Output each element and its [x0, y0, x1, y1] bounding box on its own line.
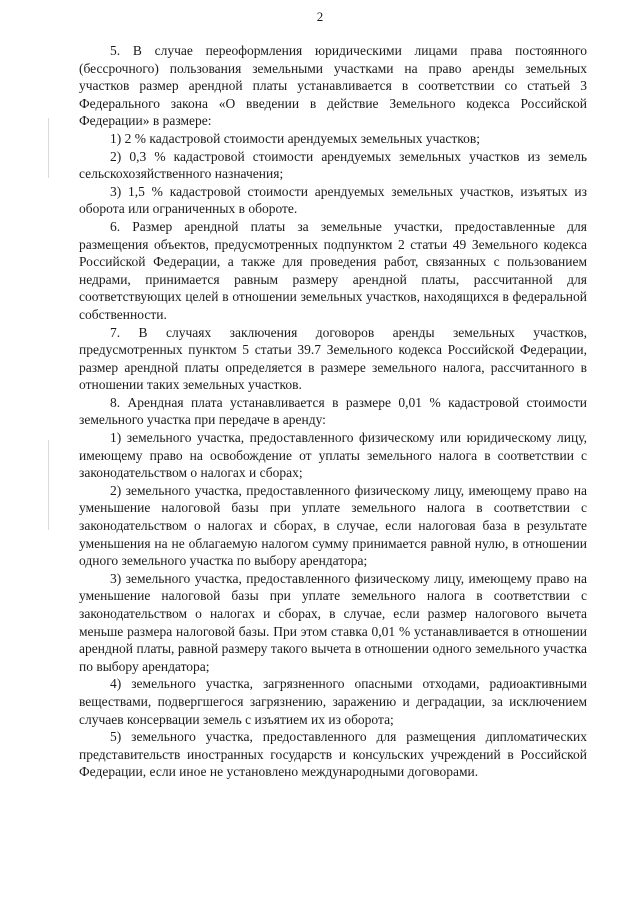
scan-artifact-line: [48, 118, 49, 178]
paragraph-5-item-2: 2) 0,3 % кадастровой стоимости арендуемых земельных участков из земель сельскохозяйственного назначения;: [79, 148, 587, 182]
paragraph-6: 6. Размер арендной платы за земельные участки, предоставленные для размещения объектов, предусмотренных подпунктом 2 статьи 49 Земельного кодекса Российской Федерации, а также для проведения работ, связанных с пользованием недрами, принимается равным размеру арендной платы, рассчитанной для соответствующих целей в отношении земельных участков, находящихся в федеральной собственности.: [79, 218, 587, 322]
paragraph-8-item-4: 4) земельного участка, загрязненного опасными отходами, радиоактивными веществами, подвергшегося загрязнению, заражению и деградации, за исключением случаев консервации земель с изъятием их из оборота;: [79, 676, 587, 727]
paragraph-5-item-3: 3) 1,5 % кадастровой стоимости арендуемых земельных участков, изъятых из оборота или ограниченных в обороте.: [79, 183, 587, 217]
paragraph-5: 5. В случае переоформления юридическими лицами права постоянного (бессрочного) пользования земельными участками на право аренды земельных участков размер арендной платы устанавливается в соответствии со статьей 3 Федерального закона «О введении в действие Земельного кодекса Российской Федерации» в размере:: [79, 43, 587, 129]
paragraph-8-item-5: 5) земельного участка, предоставленного для размещения дипломатических представительств иностранных государств и консульских учреждений в Российской Федерации, если иное не установлено международными договорами.: [79, 729, 587, 780]
paragraph-8-item-1: 1) земельного участка, предоставленного физическому или юридическому лицу, имеющему право на освобождение от уплаты земельного налога в соответствии с законодательством о налогах и сборах;: [79, 430, 587, 481]
paragraph-5-item-1: 1) 2 % кадастровой стоимости арендуемых земельных участков;: [110, 130, 481, 146]
paragraph-8: 8. Арендная плата устанавливается в размере 0,01 % кадастровой стоимости земельного участка при передаче в аренду:: [79, 394, 587, 428]
paragraph-8-item-3: 3) земельного участка, предоставленного физическому лицу, имеющему право на уменьшение налоговой базы при уплате земельного налога в соответствии с законодательством о налогах и сборах, в случае, если размер налогового вычета меньше размера налоговой базы. При этом ставка 0,01 % устанавливается в отношении арендной платы, равной размеру такого вычета в отношении одного земельного участка по выбору арендатора;: [79, 570, 587, 674]
scan-artifact-line: [48, 440, 49, 530]
paragraph-8-item-2: 2) земельного участка, предоставленного физическому лицу, имеющему право на уменьшение налоговой базы при уплате земельного налога в соответствии с законодательством о налогах и сборах, в случае, если налоговая база в результате уменьшения на не облагаемую налогом сумму принимается равной нулю, в отношении одного земельного участка по выбору арендатора;: [79, 482, 587, 569]
paragraph-7: 7. В случаях заключения договоров аренды земельных участков, предусмотренных пунктом 5 статьи 39.7 Земельного кодекса Российской Федерации, размер арендной платы определяется в размере земельного налога, рассчитанного в отношении таких земельных участков.: [79, 324, 587, 393]
page-number: 2: [316, 9, 324, 24]
document-body: [79, 42, 587, 781]
